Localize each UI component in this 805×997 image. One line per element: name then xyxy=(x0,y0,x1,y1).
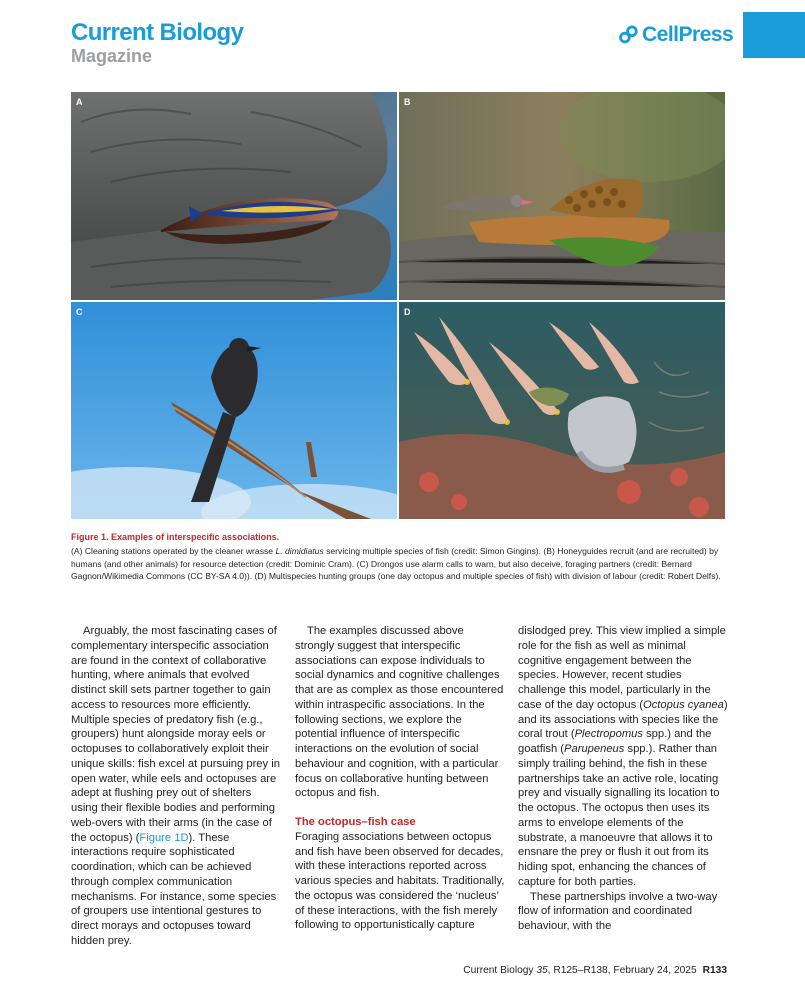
panel-a-image xyxy=(71,92,397,300)
text-run: dislodged prey. This view implied a simple role for the fish as well as minimal cognitive engagement between the species. However, recent studies challenge this model, particularly in the case of the day octopus ( xyxy=(518,625,726,711)
caption-title: Figure 1. Examples of interspecific associations. xyxy=(71,532,280,542)
footer-pages: , R125–R138, February 24, 2025 xyxy=(547,965,697,976)
panel-b-image xyxy=(399,92,725,300)
paragraph xyxy=(518,624,728,890)
cellpress-logo-icon xyxy=(619,25,638,44)
publisher-logo xyxy=(619,24,733,45)
body-column-3 xyxy=(518,624,728,934)
paragraph xyxy=(71,624,281,949)
panel-d-image xyxy=(399,302,725,519)
species-name: Parupeneus xyxy=(564,743,625,755)
species-name: Octopus cyanea xyxy=(643,698,724,711)
section-heading: The octopus–fish case xyxy=(295,816,416,828)
body-column-1 xyxy=(71,624,281,949)
paragraph: These partnerships involve a two-way flow of information and coordinated behaviour, with the xyxy=(518,890,718,932)
caption-text: (A) Cleaning stations operated by the cleaner wrasse xyxy=(71,546,276,557)
paragraph: Foraging associations between octopus and fish have been observed for decades, with these interactions reported across various species and habitats. Traditionally, the octopus was considered the ‘nucleus’ of these interactions, with the fish merely following to opportunistically capture xyxy=(295,830,505,932)
footer-journal: Current Biology xyxy=(463,965,537,976)
panel-label: A xyxy=(76,97,83,107)
figure-1 xyxy=(71,92,725,519)
text-run: spp.). Rather than simply trailing behind, the fish in these partnerships take an active role, locating prey and visually signalling its location to the octopus. The octopus then uses its arms to envelope elements of the substrate, a manoeuvre that allows it to ensnare the prey or flush it out from its hiding spot, enhancing the chances of capture for both parties. xyxy=(518,743,720,888)
page-number: R133 xyxy=(702,965,727,976)
text-run: Arguably, the most fascinating cases of complementary interspecific association are found in the context of collaborative hunting, where animals that evolved distinct skill sets partner together to gain access to resources more efficiently. Multiple species of predatory fish (e.g., groupers) hunt alongside moray eels or octopuses to collaboratively exploit their unique skills: fish excel at pursuing prey in open water, while eels and octopuses are adept at flushing prey out of shelters using their flexible bodies and performing web-overs with their arms (in the case of the octopus) ( xyxy=(71,625,280,844)
text-run: ). These interactions require sophisticated coordination, which can be achieved through complex communication mechanisms. For instance, some species of groupers use intentional gestures to direct morays and octopuses toward hidden prey. xyxy=(71,831,277,947)
publisher-name: CellPress xyxy=(642,23,734,46)
text-run: ) and its associations with species like the coral trout ( xyxy=(518,698,728,741)
panel-label: D xyxy=(404,307,411,317)
figure-1d-link[interactable]: Figure 1D xyxy=(139,831,189,844)
caption-species: L. dimidiatus xyxy=(275,546,324,557)
footer-volume: 35 xyxy=(536,965,548,976)
figure-caption xyxy=(71,531,727,583)
body-column-2 xyxy=(295,624,505,933)
page-footer xyxy=(447,965,727,976)
paragraph: The examples discussed above strongly suggest that interspecific associations can expose individuals to social dynamics and cognitive challenges that are as complex as those encountered within intraspecific associations. In the following sections, we explore the potential influence of interspecific interactions on the evolution of social behaviour and cognition, with a particular focus on collaborative hunting between octopus and fish. xyxy=(295,625,504,800)
text-run: spp.) and the goatfish ( xyxy=(518,728,712,755)
panel-label: C xyxy=(76,307,83,317)
corner-tab xyxy=(743,12,805,58)
journal-title: Current Biology xyxy=(71,19,244,46)
panel-c-image xyxy=(71,302,397,519)
caption-text: servicing multiple species of fish (credit: Simon Gingins). (B) Honeyguides recruit (and are recruited) by humans (and other animals) for resource detection (credit: Dominic Cram). (C) Drongos use alarm calls to warn, but also deceive, foraging partners (credit: Bernard Gagnon/Wikimedia Commons (CC BY-SA 4.0)). (D) Multispecies hunting groups (one day octopus and multiple species of fish) with division of labour (credit: Robert Delfs). xyxy=(71,546,721,582)
species-name: Plectropomus xyxy=(574,728,643,741)
panel-label: B xyxy=(404,97,411,107)
section-label: Magazine xyxy=(71,46,153,66)
